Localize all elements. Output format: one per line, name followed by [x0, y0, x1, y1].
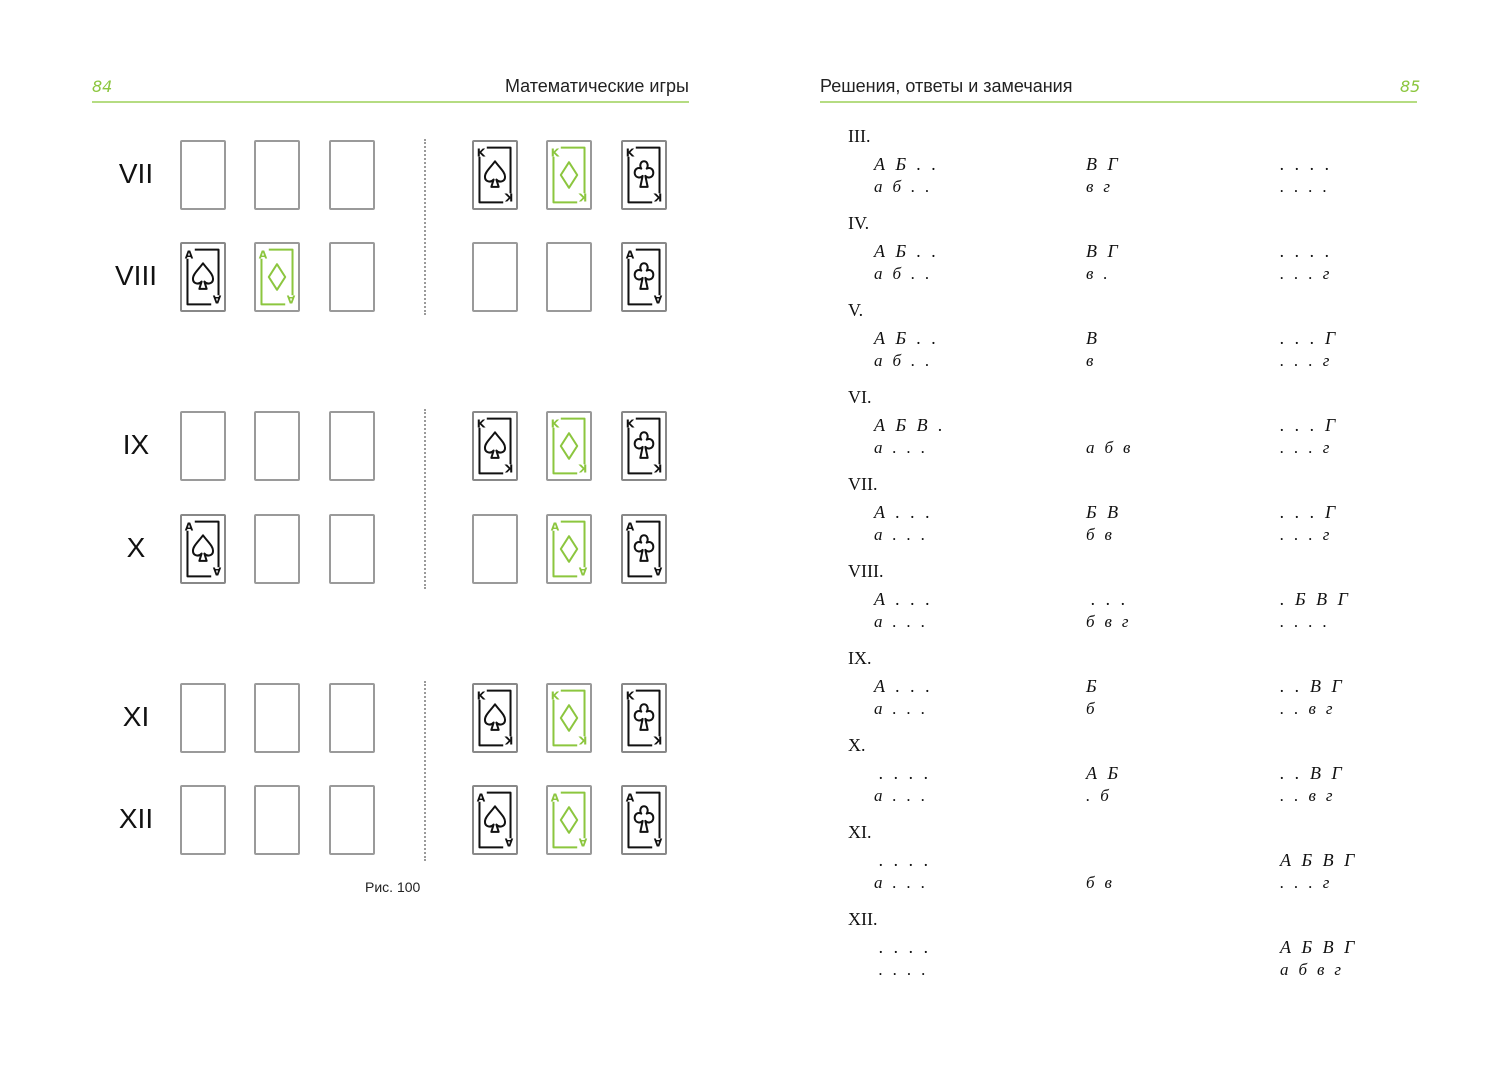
card-face-diamond-icon	[548, 142, 590, 208]
solution-numeral: XI.	[848, 822, 872, 842]
card-face-club-icon	[623, 516, 665, 582]
empty-card-slot	[180, 683, 226, 753]
solution-cell-lower: . . . г	[1280, 525, 1330, 544]
svg-text:A: A	[184, 520, 194, 534]
svg-text:A: A	[212, 564, 222, 578]
svg-text:K: K	[625, 146, 635, 160]
ace-of-diamonds-card	[546, 785, 592, 855]
solution-numeral: VIII.	[848, 561, 884, 581]
svg-text:A: A	[653, 564, 663, 578]
ace-of-spades-card	[180, 242, 226, 312]
dotted-divider	[424, 681, 426, 861]
empty-card-slot	[546, 242, 592, 312]
solution-cell-upper: А . . .	[874, 676, 931, 696]
solution-numeral: XII.	[848, 909, 878, 929]
solution-cell-lower: б в г	[1086, 612, 1130, 631]
empty-card-slot	[254, 514, 300, 584]
solution-numeral: V.	[848, 300, 864, 320]
king-of-spades-card	[472, 140, 518, 210]
svg-text:A: A	[550, 520, 560, 534]
empty-card-slot	[329, 514, 375, 584]
row-label: IX	[122, 429, 150, 460]
solution-cell-upper: А Б . .	[874, 328, 937, 348]
svg-text:A: A	[653, 835, 663, 849]
svg-text:A: A	[625, 520, 635, 534]
page-number: 85	[1400, 77, 1421, 96]
solution-numeral: IX.	[848, 648, 872, 668]
svg-text:K: K	[578, 190, 588, 204]
solution-cell-lower: а б . .	[874, 177, 931, 196]
solution-numeral: VI.	[848, 387, 872, 407]
svg-text:K: K	[578, 461, 588, 475]
empty-card-slot	[472, 242, 518, 312]
solution-cell-upper: . . В Г	[1280, 676, 1343, 696]
card-face-club-icon	[623, 142, 665, 208]
solution-cell-lower: а . . .	[874, 786, 926, 805]
solution-cell-lower: б в	[1086, 873, 1113, 892]
running-header: Решения, ответы и замечания	[820, 76, 1073, 96]
svg-text:A: A	[258, 248, 268, 262]
svg-text:A: A	[184, 248, 194, 262]
svg-text:K: K	[476, 689, 486, 703]
card-face-club-icon	[623, 685, 665, 751]
solution-cell-upper: . . . .	[1280, 154, 1330, 174]
svg-text:A: A	[625, 248, 635, 262]
solution-cell-upper: А Б В .	[874, 415, 944, 435]
ace-of-diamonds-card	[546, 514, 592, 584]
solution-cell-lower: а б . .	[874, 351, 931, 370]
svg-text:K: K	[550, 417, 560, 431]
header-rule	[92, 101, 689, 103]
svg-text:K: K	[550, 689, 560, 703]
empty-card-slot	[180, 140, 226, 210]
ace-of-clubs-card	[621, 514, 667, 584]
svg-text:A: A	[476, 791, 486, 805]
solution-cell-lower: а б . .	[874, 264, 931, 283]
solution-cell-upper: А Б В Г	[1280, 850, 1355, 870]
empty-card-slot	[472, 514, 518, 584]
ace-of-diamonds-card	[254, 242, 300, 312]
solution-cell-upper: . . . .	[1280, 241, 1330, 261]
solution-cell-lower: . . . .	[874, 960, 927, 979]
card-face-diamond-icon	[548, 413, 590, 479]
svg-text:K: K	[653, 190, 663, 204]
solution-cell-upper: . . В Г	[1280, 763, 1343, 783]
king-of-spades-card	[472, 411, 518, 481]
solution-cell-upper: А Б . .	[874, 241, 937, 261]
svg-text:A: A	[550, 791, 560, 805]
row-label: X	[126, 532, 146, 563]
solution-cell-lower: . . в г	[1280, 786, 1334, 805]
solution-cell-lower: . . . г	[1280, 873, 1330, 892]
solution-cell-lower: а . . .	[874, 612, 926, 631]
ace-of-spades-card	[472, 785, 518, 855]
svg-text:K: K	[578, 733, 588, 747]
solution-cell-upper: Б В	[1086, 502, 1119, 522]
solution-numeral: X.	[848, 735, 866, 755]
solution-cell-upper: В	[1086, 328, 1098, 348]
solution-cell-lower: в	[1086, 351, 1094, 370]
empty-card-slot	[329, 785, 375, 855]
svg-text:A: A	[286, 292, 296, 306]
solution-cell-lower: . . . .	[1280, 177, 1328, 196]
page-number: 84	[92, 77, 113, 96]
card-face-spade-icon	[474, 142, 516, 208]
empty-card-slot	[180, 785, 226, 855]
solution-cell-upper: А Б	[1086, 763, 1119, 783]
solution-cell-upper: А . . .	[874, 589, 931, 609]
row-label: VII	[118, 158, 154, 189]
solution-cell-lower: а б в	[1086, 438, 1131, 457]
solution-cell-upper: . Б В Г	[1280, 589, 1349, 609]
empty-card-slot	[329, 242, 375, 312]
ace-of-spades-card	[180, 514, 226, 584]
svg-text:K: K	[625, 417, 635, 431]
svg-text:A: A	[625, 791, 635, 805]
solution-cell-upper: А . . .	[874, 502, 931, 522]
solution-cell-upper: В Г	[1086, 154, 1119, 174]
solution-cell-upper: А Б В Г	[1280, 937, 1355, 957]
dotted-divider	[424, 139, 426, 315]
solution-cell-lower: б	[1086, 699, 1096, 718]
row-label: VIII	[114, 260, 157, 291]
solution-cell-lower: . б	[1086, 786, 1110, 805]
solution-cell-lower: . . в г	[1280, 699, 1334, 718]
card-face-diamond-icon	[256, 244, 298, 310]
svg-text:A: A	[578, 564, 588, 578]
card-face-diamond-icon	[548, 516, 590, 582]
card-face-club-icon	[623, 244, 665, 310]
empty-card-slot	[254, 683, 300, 753]
solution-cell-lower: а б в г	[1280, 960, 1342, 979]
card-face-diamond-icon	[548, 787, 590, 853]
solution-cell-lower: в .	[1086, 264, 1109, 283]
solution-numeral: VII.	[848, 474, 878, 494]
solution-cell-upper: . . . Г	[1280, 502, 1336, 522]
solution-cell-lower: . . . г	[1280, 264, 1330, 283]
solution-cell-upper: А Б . .	[874, 154, 937, 174]
solution-cell-upper: . . . .	[874, 763, 929, 783]
svg-text:A: A	[578, 835, 588, 849]
row-label: XII	[118, 803, 154, 834]
king-of-diamonds-card	[546, 411, 592, 481]
king-of-clubs-card	[621, 140, 667, 210]
card-face-spade-icon	[182, 244, 224, 310]
svg-text:K: K	[625, 689, 635, 703]
ace-of-clubs-card	[621, 785, 667, 855]
card-face-club-icon	[623, 787, 665, 853]
solution-cell-upper: . . . .	[874, 937, 929, 957]
dotted-divider	[424, 409, 426, 589]
svg-text:A: A	[653, 292, 663, 306]
svg-text:K: K	[504, 733, 514, 747]
solution-cell-lower: а . . .	[874, 873, 926, 892]
empty-card-slot	[254, 140, 300, 210]
card-face-diamond-icon	[548, 685, 590, 751]
solution-cell-upper: . . .	[1086, 589, 1126, 609]
svg-text:K: K	[476, 417, 486, 431]
solution-cell-upper: Б	[1086, 676, 1098, 696]
solution-cell-lower: . . . .	[1280, 612, 1328, 631]
empty-card-slot	[254, 411, 300, 481]
empty-card-slot	[254, 785, 300, 855]
card-face-spade-icon	[474, 685, 516, 751]
svg-text:A: A	[504, 835, 514, 849]
svg-text:K: K	[476, 146, 486, 160]
svg-text:K: K	[550, 146, 560, 160]
card-face-spade-icon	[474, 787, 516, 853]
svg-text:K: K	[504, 190, 514, 204]
running-header: Математические игры	[504, 76, 689, 96]
solution-numeral: IV.	[848, 213, 870, 233]
header-rule	[820, 101, 1417, 103]
svg-text:K: K	[653, 733, 663, 747]
svg-text:A: A	[212, 292, 222, 306]
solution-cell-upper: В Г	[1086, 241, 1119, 261]
solution-cell-lower: . . . г	[1280, 351, 1330, 370]
solution-cell-upper: . . . Г	[1280, 328, 1336, 348]
card-face-spade-icon	[474, 413, 516, 479]
solution-cell-lower: . . . г	[1280, 438, 1330, 457]
king-of-clubs-card	[621, 411, 667, 481]
svg-text:K: K	[504, 461, 514, 475]
king-of-spades-card	[472, 683, 518, 753]
card-face-spade-icon	[182, 516, 224, 582]
empty-card-slot	[329, 140, 375, 210]
solution-cell-lower: б в	[1086, 525, 1113, 544]
empty-card-slot	[180, 411, 226, 481]
solution-cell-lower: а . . .	[874, 525, 926, 544]
empty-card-slot	[329, 411, 375, 481]
ace-of-clubs-card	[621, 242, 667, 312]
empty-card-slot	[329, 683, 375, 753]
king-of-diamonds-card	[546, 683, 592, 753]
figure-caption: Рис. 100	[365, 879, 421, 895]
solution-numeral: III.	[848, 126, 871, 146]
king-of-diamonds-card	[546, 140, 592, 210]
row-label: XI	[122, 701, 150, 732]
card-face-club-icon	[623, 413, 665, 479]
king-of-clubs-card	[621, 683, 667, 753]
solution-cell-lower: а . . .	[874, 438, 926, 457]
solution-cell-upper: . . . Г	[1280, 415, 1336, 435]
solution-cell-upper: . . . .	[874, 850, 929, 870]
solution-cell-lower: в г	[1086, 177, 1111, 196]
solution-cell-lower: а . . .	[874, 699, 926, 718]
svg-text:K: K	[653, 461, 663, 475]
